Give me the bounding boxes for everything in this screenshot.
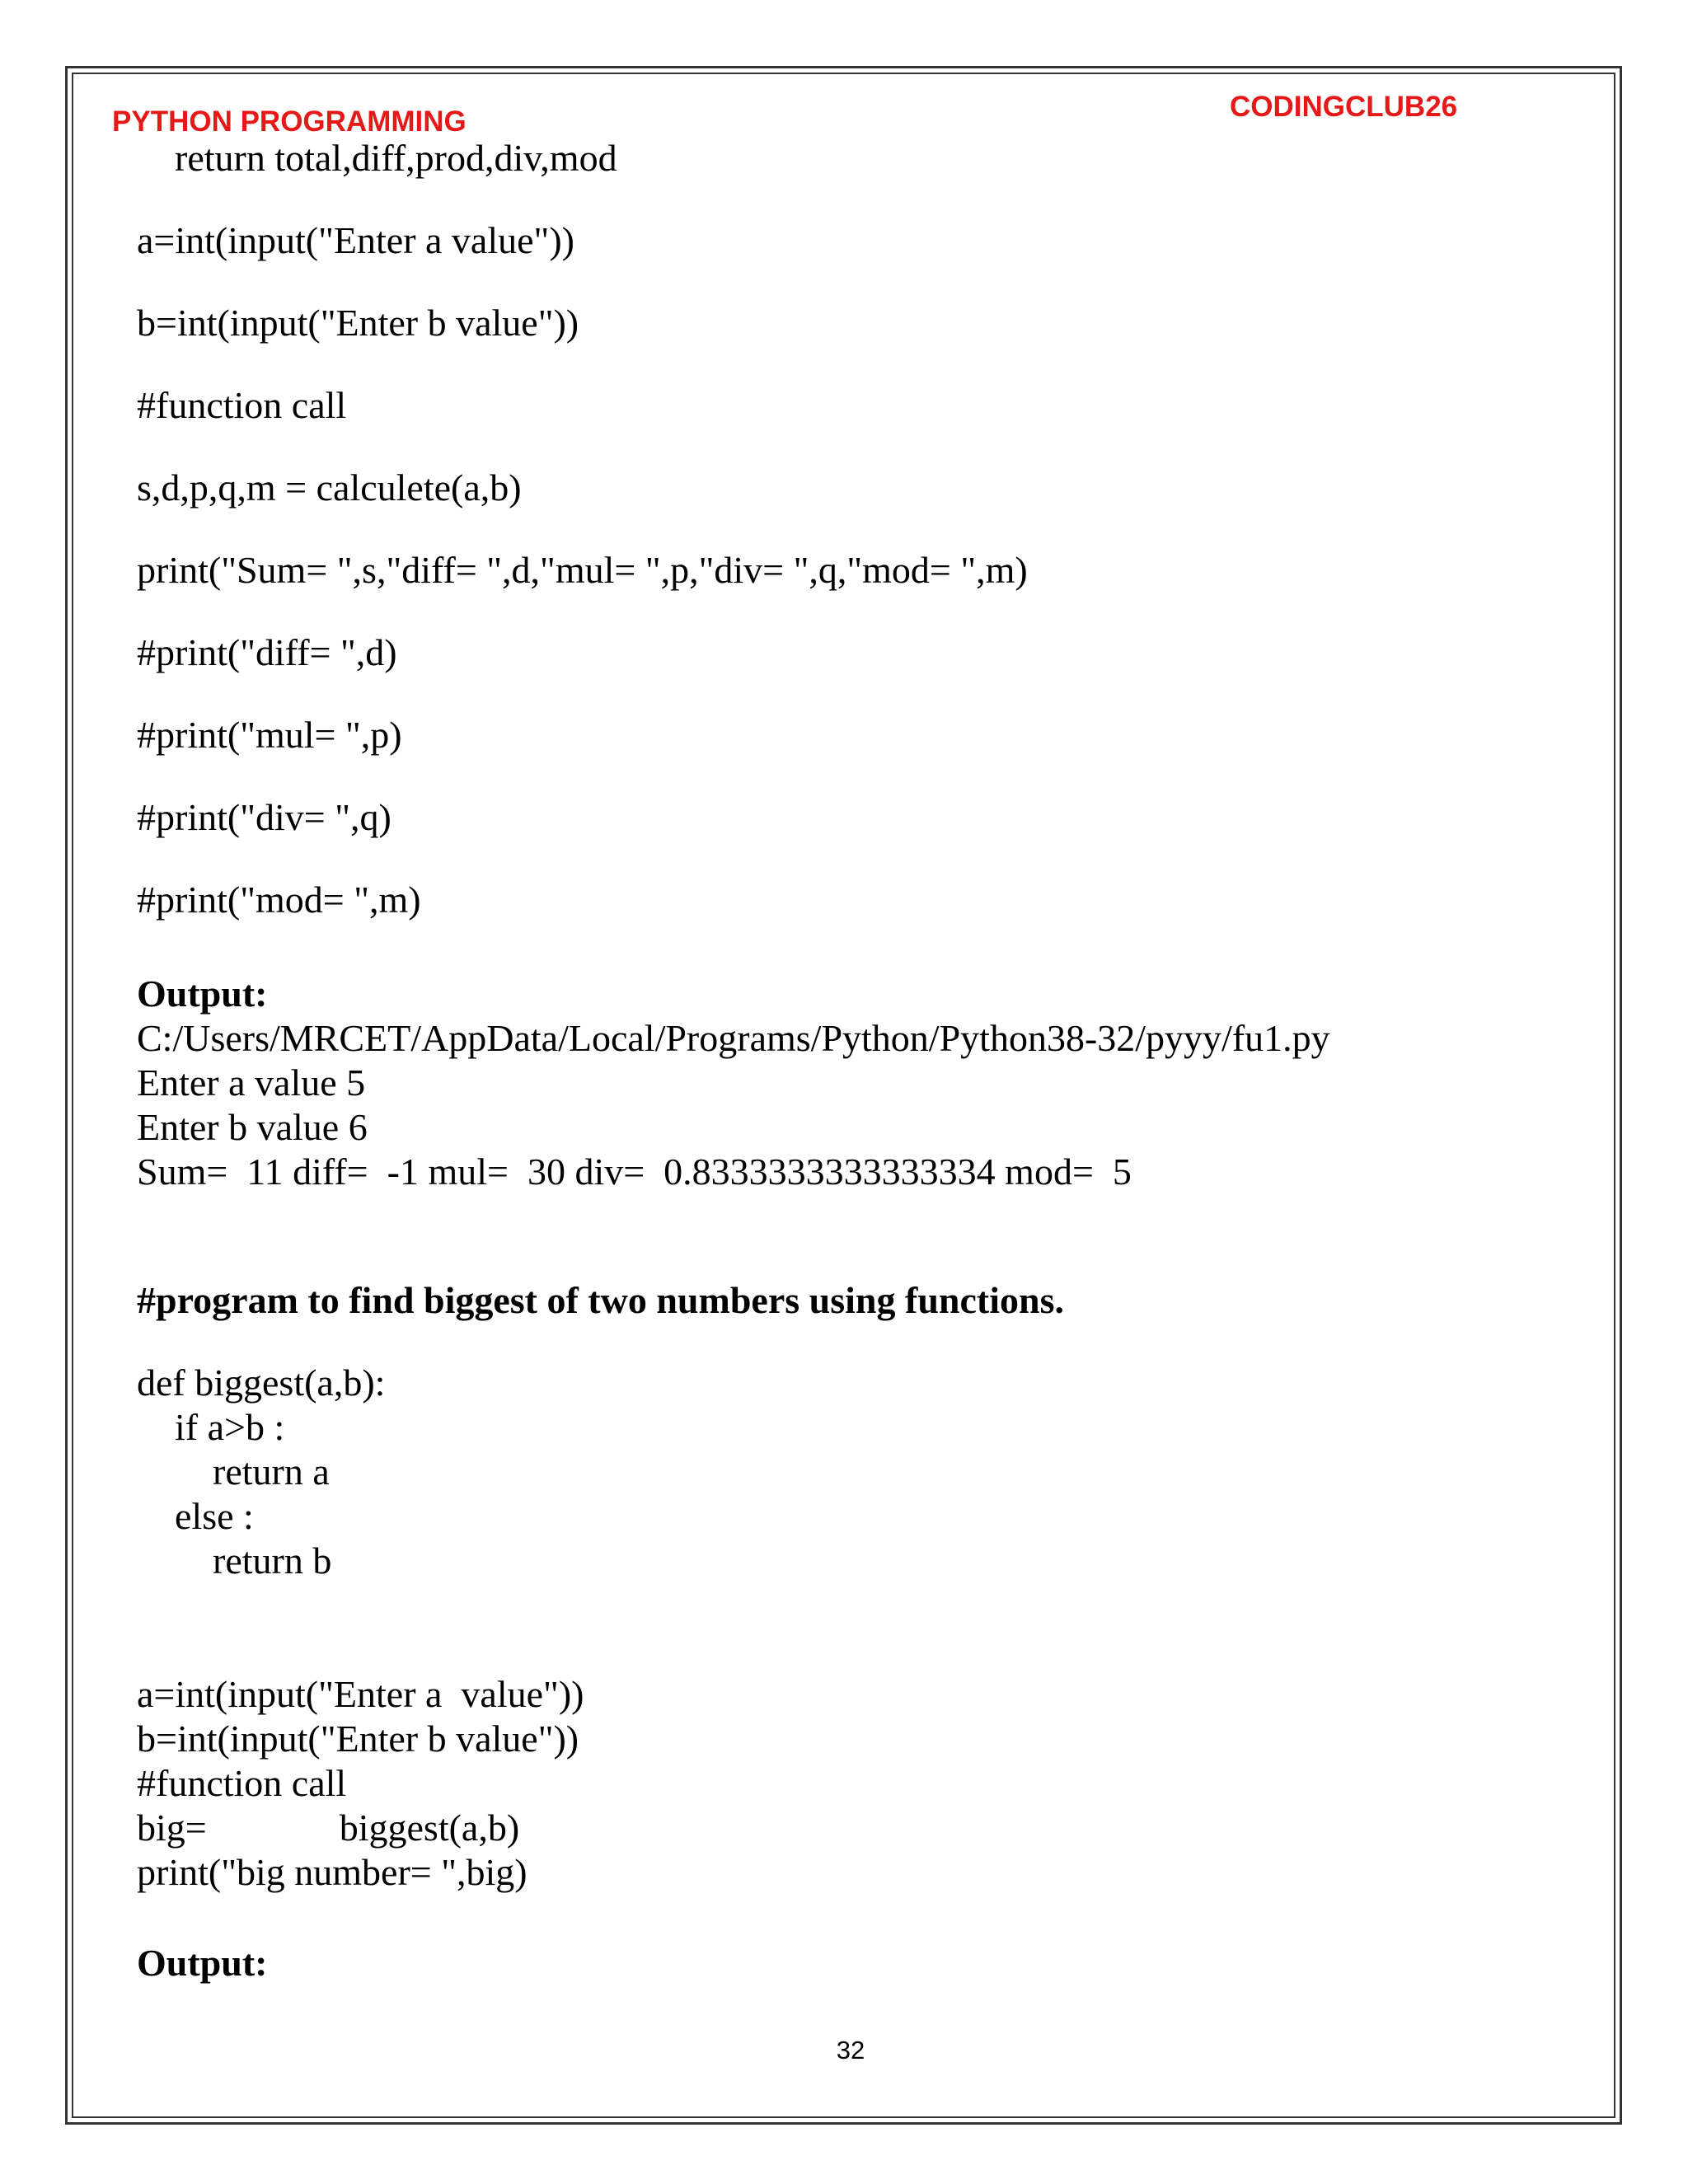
- code-line: print("Sum= ",s,"diff= ",d,"mul= ",p,"div= ",q,"mod= ",m): [137, 549, 1028, 591]
- page-number: 32: [836, 2036, 865, 2064]
- output-heading: Output:: [137, 1942, 268, 1984]
- output-heading: Output:: [137, 972, 268, 1015]
- code-line: big= biggest(a,b): [137, 1807, 520, 1849]
- output-line: C:/Users/MRCET/AppData/Local/Programs/Python/Python38-32/pyyy/fu1.py: [137, 1017, 1330, 1059]
- code-line: s,d,p,q,m = calculete(a,b): [137, 466, 522, 509]
- code-line: print("big number= ",big): [137, 1851, 528, 1893]
- code-line: b=int(input("Enter b value")): [137, 302, 579, 344]
- output-line: Enter a value 5: [137, 1062, 366, 1104]
- code-line: a=int(input("Enter a value")): [137, 1673, 584, 1715]
- code-line: return a: [137, 1451, 330, 1493]
- output-line: Sum= 11 diff= -1 mul= 30 div= 0.8333333333333334 mod= 5: [137, 1151, 1132, 1193]
- code-line: else :: [137, 1495, 254, 1537]
- header-title: PYTHON PROGRAMMING: [112, 105, 467, 138]
- code-comment: #print("mul= ",p): [137, 714, 402, 756]
- code-line: def biggest(a,b):: [137, 1361, 386, 1404]
- code-line: a=int(input("Enter a value")): [137, 219, 574, 261]
- code-line: if a>b :: [137, 1406, 285, 1448]
- code-comment: #print("div= ",q): [137, 796, 392, 838]
- code-comment: #function call: [137, 384, 347, 426]
- header-brand: CODINGCLUB26: [1230, 91, 1458, 123]
- code-line: return total,diff,prod,div,mod: [137, 137, 617, 179]
- code-comment: #function call: [137, 1762, 347, 1804]
- code-comment: #print("diff= ",d): [137, 631, 397, 673]
- code-line: b=int(input("Enter b value")): [137, 1718, 579, 1760]
- section-title: #program to find biggest of two numbers using functions.: [137, 1279, 1064, 1321]
- code-line: return b: [137, 1540, 332, 1582]
- code-comment: #print("mod= ",m): [137, 879, 421, 921]
- output-line: Enter b value 6: [137, 1106, 368, 1148]
